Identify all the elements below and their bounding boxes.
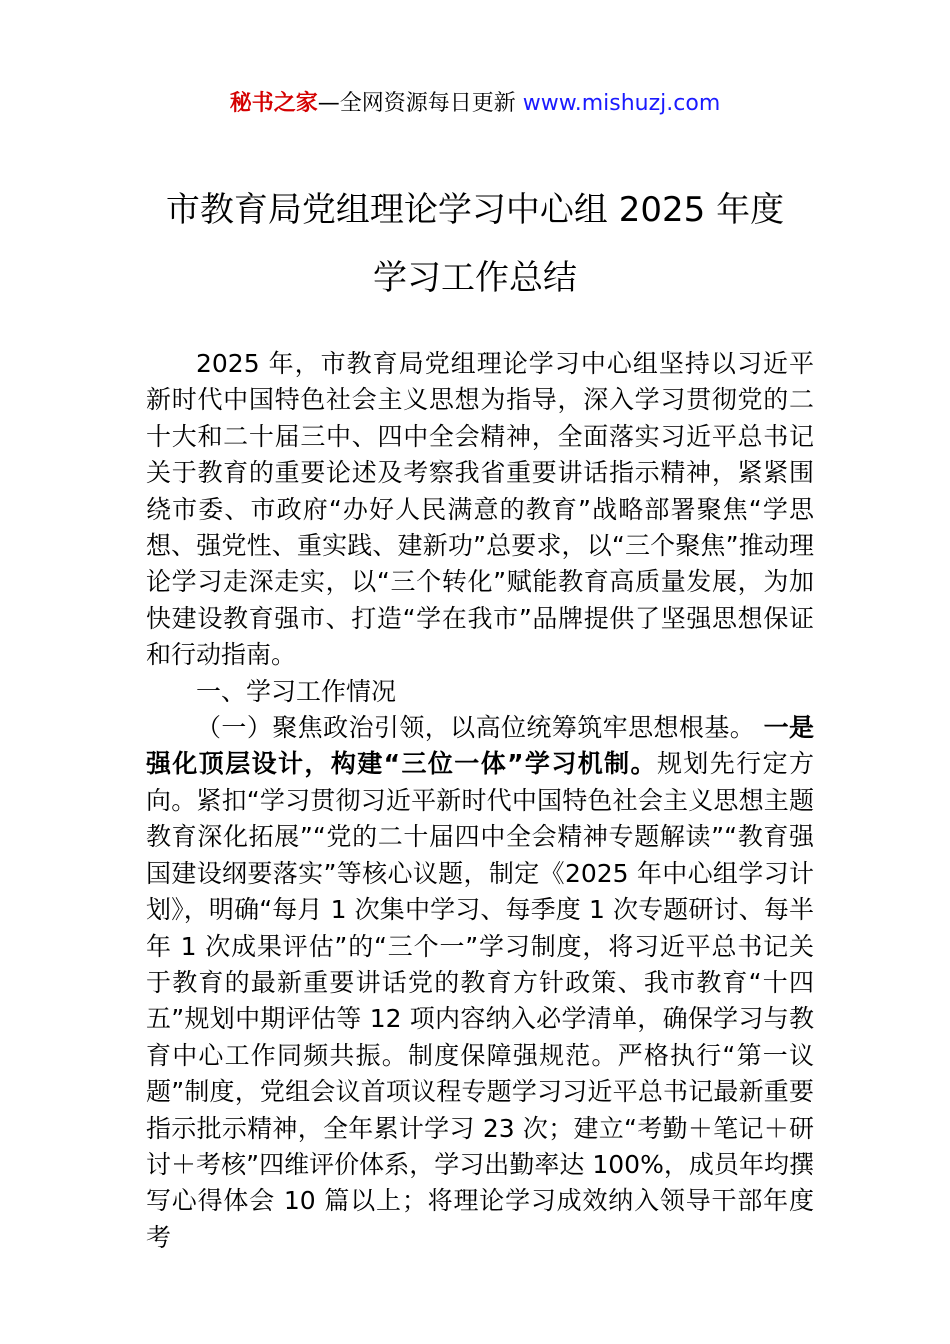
paragraph-body: 规划先行定方向。紧扣“学习贯彻习近平新时代中国特色社会主义思想主题教育深化拓展”“党的二十届四中全会精神专题解读”“教育强国建设纲要落实”等核心议题，制定《2025 年中心组学习计划》，明确“每月 1 次集中学习、每季度 1 次专题研讨、每半年 1 次成果评估”的“三个一”学习制度，将习近平总书记关于教育的最新重要讲话党的教育方针政策、我市教育“十四五”规划中期评估等 12 项内容纳入必学清单，确保学习与教育中心工作同频共振。制度保障强规范。严格执行“第一议题”制度，党组会议首项议程专题学习习近平总书记最新重要指示批示精神，全年累计学习 23 次；建立“考勤＋笔记＋研讨＋考核”四维评价体系，学习出勤率达 100%，成员年均撰写心得体会 10 篇以上；将理论学习成效纳入领导干部年度考	[146, 749, 814, 1252]
intro-paragraph: 2025 年，市教育局党组理论学习中心组坚持以习近平新时代中国特色社会主义思想为指导，深入学习贯彻党的二十大和二十届三中、四中全会精神，全面落实习近平总书记关于教育的重要论述及考察我省重要讲话指示精神，紧紧围绕市委、市政府“办好人民满意的教育”战略部署聚焦“学思想、强党性、重实践、建新功”总要求，以“三个聚焦”推动理论学习走深走实，以“三个转化”赋能教育高质量发展，为加快建设教育强市、打造“学在我市”品牌提供了坚强思想保证和行动指南。	[146, 349, 814, 670]
document-title-line-1: 市教育局党组理论学习中心组 2025 年度	[165, 190, 785, 230]
section-heading: 一、学习工作情况	[196, 676, 397, 706]
site-header	[0, 88, 950, 120]
header-tagline: —全网资源每日更新	[317, 91, 523, 116]
bold-lead-sentence: 一是强化顶层设计，构建“三位一体”学习机制。	[146, 713, 814, 779]
subsection-paragraph	[146, 710, 814, 1256]
document-title-line-2: 学习工作总结	[373, 258, 577, 298]
document-body	[146, 346, 814, 1256]
site-url[interactable]: www.mishuzj.com	[522, 91, 721, 116]
subsection-heading: （一）聚焦政治引领，以高位统筹筑牢思想根基。	[196, 713, 756, 743]
brand-name: 秘书之家	[229, 91, 318, 116]
